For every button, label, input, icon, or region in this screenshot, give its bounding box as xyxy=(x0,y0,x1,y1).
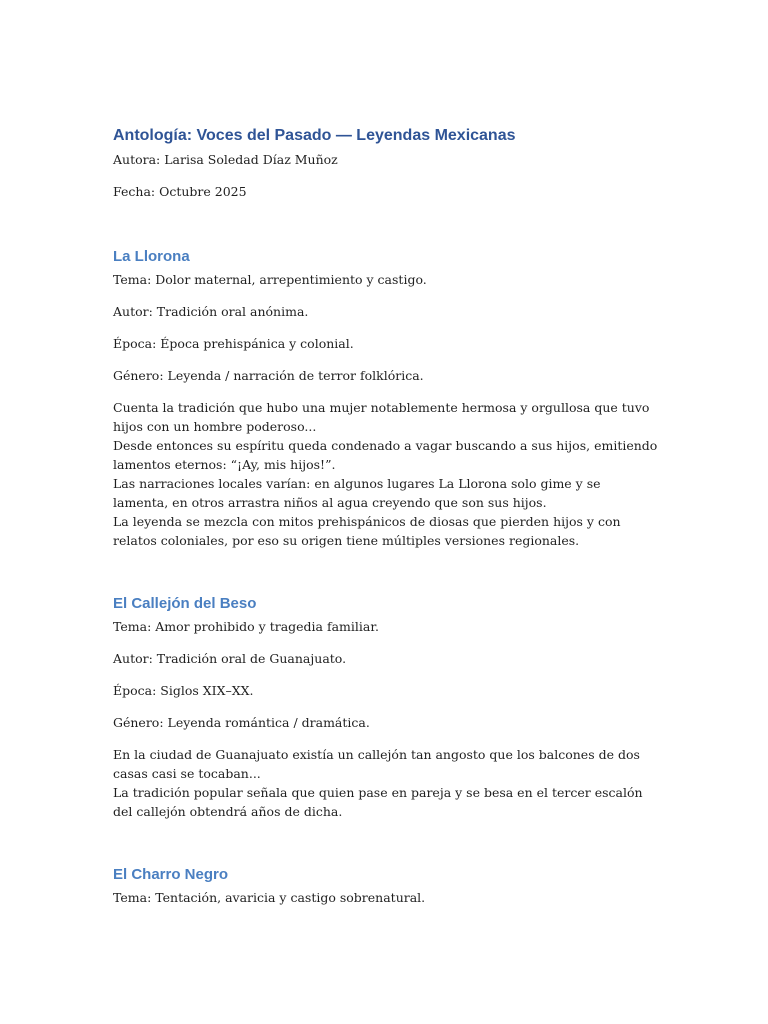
body-paragraph: Desde entonces su espíritu queda condenado a vagar buscando a sus hijos, emitiendo lamentos eternos: “¡Ay, mis hijos!”. xyxy=(113,438,658,472)
field-autor: Autor: Tradición oral de Guanajuato. xyxy=(113,651,347,666)
document-date: Fecha: Octubre 2025 xyxy=(113,184,247,199)
field-autor: Autor: Tradición oral anónima. xyxy=(113,304,309,319)
section-el-callejon-del-beso xyxy=(113,594,658,821)
field-tema: Tema: Amor prohibido y tragedia familiar. xyxy=(113,619,379,634)
document-title: Antología: Voces del Pasado — Leyendas Mexicanas xyxy=(113,127,516,144)
field-tema: Tema: Dolor maternal, arrepentimiento y castigo. xyxy=(113,272,427,287)
field-tema: Tema: Tentación, avaricia y castigo sobrenatural. xyxy=(113,890,426,905)
section-title: El Callejón del Beso xyxy=(113,595,257,612)
body-paragraph: Cuenta la tradición que hubo una mujer notablemente hermosa y orgullosa que tuvo hijos con un hombre poderoso... xyxy=(113,400,650,434)
document-body xyxy=(113,126,658,920)
section-la-llorona xyxy=(113,247,658,550)
body-paragraph: Las narraciones locales varían: en algunos lugares La Llorona solo gime y se lamenta, en otros arrastra niños al agua creyendo que son sus hijos. xyxy=(113,476,601,510)
body-paragraph: En la ciudad de Guanajuato existía un callejón tan angosto que los balcones de dos casas casi se tocaban... xyxy=(113,747,640,781)
field-epoca: Época: Época prehispánica y colonial. xyxy=(113,336,354,351)
field-genero: Género: Leyenda / narración de terror folklórica. xyxy=(113,368,424,383)
body-paragraph: La tradición popular señala que quien pase en pareja y se besa en el tercer escalón del callejón obtendrá años de dicha. xyxy=(113,785,643,819)
section-title: El Charro Negro xyxy=(113,866,229,883)
field-epoca: Época: Siglos XIX–XX. xyxy=(113,683,254,698)
document-author: Autora: Larisa Soledad Díaz Muñoz xyxy=(113,152,338,167)
section-title: La Llorona xyxy=(113,248,190,265)
field-genero: Género: Leyenda romántica / dramática. xyxy=(113,715,370,730)
body-paragraph: La leyenda se mezcla con mitos prehispánicos de diosas que pierden hijos y con relatos coloniales, por eso su origen tiene múltiples versiones regionales. xyxy=(113,514,621,548)
section-el-charro-negro xyxy=(113,865,658,907)
